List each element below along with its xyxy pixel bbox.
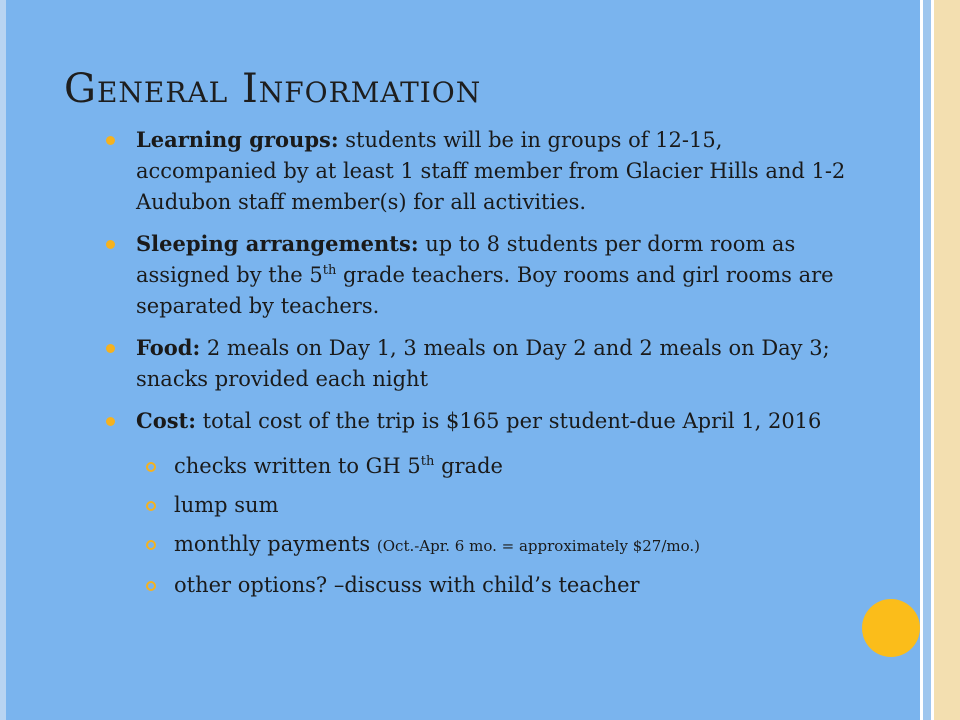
sub-bullet-ring-icon <box>146 540 156 550</box>
bullet-text: 2 meals on Day 1, 3 meals on Day 2 and 2 meals on Day 3; snacks provided each night <box>136 336 830 391</box>
bullet-label: Cost: <box>136 408 196 433</box>
sub-bullet-ring-icon <box>146 581 156 591</box>
sub-item-other-options <box>106 570 866 601</box>
bullet-cost <box>106 405 866 437</box>
sub-item-text: grade <box>434 454 503 478</box>
right-blue-stripe <box>923 0 931 720</box>
slide-title: General Information <box>64 66 482 112</box>
bullet-dot-icon <box>106 136 115 145</box>
bullet-label: Food: <box>136 335 201 360</box>
bullet-dot-icon <box>106 417 115 426</box>
sub-bullet-ring-icon <box>146 501 156 511</box>
bullet-label: Learning groups: <box>136 127 339 152</box>
sub-item-text: checks written to GH 5 <box>174 454 421 478</box>
bullet-food <box>106 332 866 395</box>
superscript: th <box>322 263 337 278</box>
bullet-text: total cost of the trip is $165 per student-due April 1, 2016 <box>196 409 822 433</box>
bullet-dot-icon <box>106 344 115 353</box>
sub-item-note: (Oct.-Apr. 6 mo. = approximately $27/mo.) <box>376 537 700 555</box>
sub-item-text: other options? –discuss with child’s teacher <box>174 573 640 597</box>
bullet-label: Sleeping arrangements: <box>136 231 419 256</box>
decorative-circle <box>862 599 920 657</box>
sub-item-lump-sum <box>106 490 866 521</box>
sub-bullet-ring-icon <box>146 462 156 472</box>
sub-item-text: lump sum <box>174 493 279 517</box>
sub-item-checks <box>106 451 866 482</box>
bullet-text: students will be in groups of 12-15, accompanied by at least 1 staff member from Glacier Hills and 1-2 Audubon staff member(s) for all activities. <box>136 128 846 214</box>
bullet-dot-icon <box>106 240 115 249</box>
bullet-text: grade teachers. Boy rooms and girl rooms are separated by teachers. <box>136 263 834 318</box>
bullet-sleeping-arrangements <box>106 228 866 322</box>
superscript: th <box>420 454 435 469</box>
bullet-list <box>106 124 866 609</box>
bullet-learning-groups <box>106 124 866 218</box>
sub-item-text: monthly payments <box>174 532 377 556</box>
bullet-text: up to 8 students per dorm room as assigned by the 5 <box>136 232 796 287</box>
right-cream-border <box>934 0 960 720</box>
sub-item-monthly-payments <box>106 529 866 562</box>
